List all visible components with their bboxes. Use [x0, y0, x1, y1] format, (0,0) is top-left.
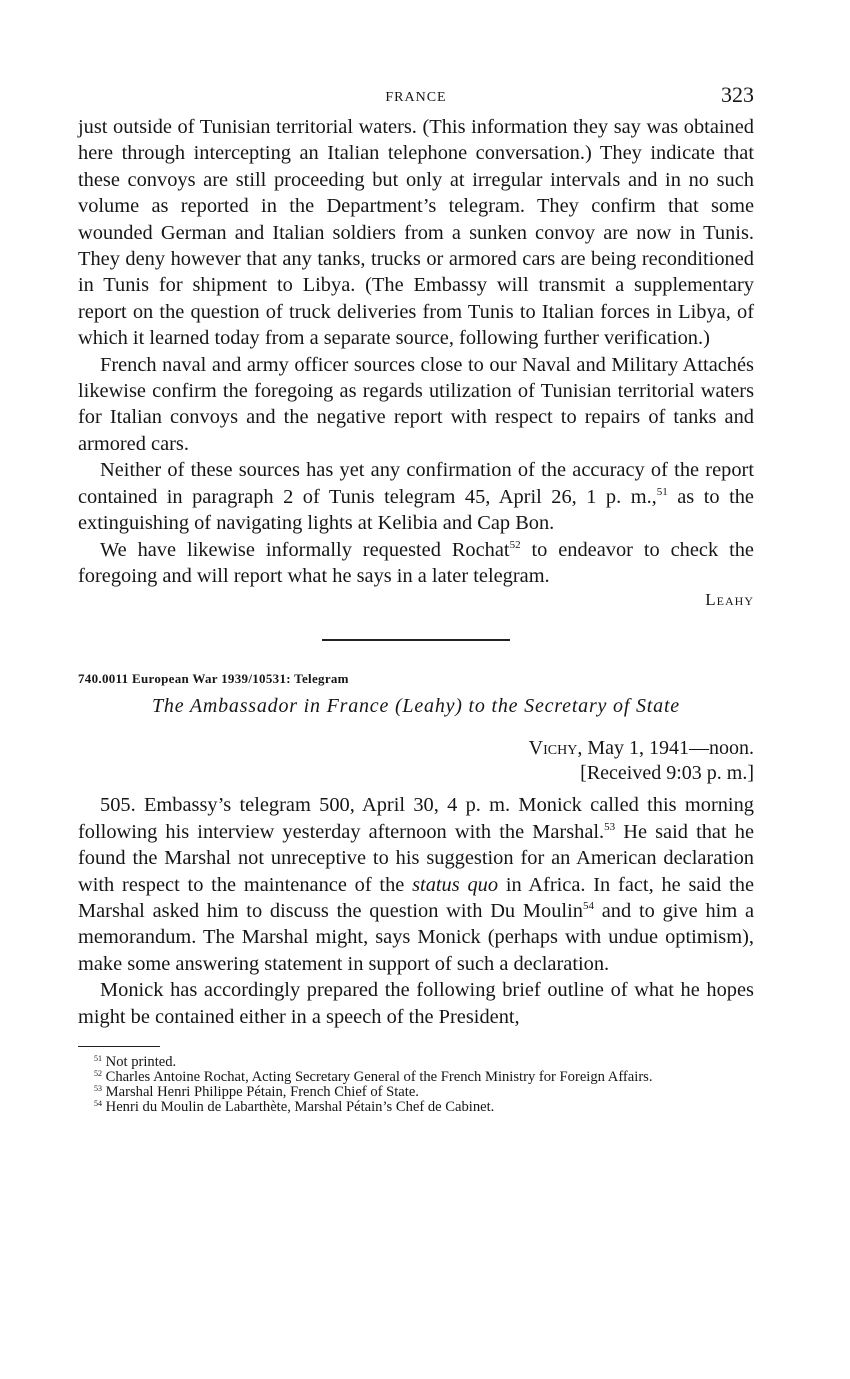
footnote: 54 Henri du Moulin de Labarthète, Marshal Pétain’s Chef de Cabinet. — [94, 1098, 495, 1115]
footnote: 51 Not printed. — [94, 1053, 177, 1070]
date-text: , May 1, 1941—noon. — [577, 737, 754, 760]
paragraph-text: in Africa. In fact, he said the Marshal asked him to discuss the question with Du Moulin — [78, 873, 754, 922]
footnote-reference: 52 — [509, 538, 521, 551]
paragraph-text: 505. Embassy’s telegram 500, April 30, 4 p. m. Monick called this morning following his interview yesterday afternoon with the Marshal. — [78, 794, 754, 843]
footnote-reference: 54 — [582, 899, 594, 912]
paragraph-text: to endeavor to check the foregoing and will report what he says in a later telegram. — [78, 538, 754, 587]
file-reference: 740.0011 European War 1939/10531: Telegram — [78, 671, 349, 687]
dateline — [78, 736, 754, 786]
italic-phrase: status quo — [412, 873, 499, 896]
paragraph-text: He said that he found the Marshal not unreceptive to his suggestion for an American declaration with respect to the maintenance of the — [78, 820, 754, 896]
paragraph-text: Neither of these sources has yet any confirmation of the accuracy of the report contained in paragraph 2 of Tunis telegram 45, April 26, 1 p. m., — [78, 459, 754, 508]
paragraph-text: as to the extinguishing of navigating lights at Kelibia and Cap Bon. — [78, 485, 754, 535]
telegram-body — [78, 792, 754, 1030]
telegram-document — [78, 671, 754, 1030]
document-page — [78, 80, 754, 1115]
footnote-reference: 51 — [656, 485, 668, 498]
footnote-rule — [78, 1046, 160, 1047]
paragraph-text: just outside of Tunisian territorial waters. (This information they say was obtained here through intercepting an Italian telephone conversation.) They indicate that these convoys are still proceeding but only at irregular intervals and in no such volume as reported in the Department’s telegram. They confirm that some wounded German and Italian soldiers from a sunken convoy are now in Tunis. They deny however that any tanks, trucks or armored cars are being reconditioned in Tunis for shipment to Libya. (The Embassy will transmit a supplementary report on the question of truck deliveries from Tunis to Italian forces in Libya, of which it learned today from a separate source, following further verification.) — [78, 116, 754, 350]
page-number: 323 — [721, 82, 754, 107]
document-title: The Ambassador in France (Leahy) to the Secretary of State — [152, 695, 680, 718]
signature: Leahy — [705, 590, 754, 610]
footnote: 53 Marshal Henri Philippe Pétain, French Chief of State. — [94, 1083, 419, 1100]
footnotes — [78, 1055, 754, 1115]
footnote-text: Marshal Henri Philippe Pétain, French Chief of State. — [105, 1083, 419, 1100]
paragraph — [78, 792, 754, 977]
paragraph — [78, 537, 754, 590]
footnote-text: Not printed. — [105, 1053, 177, 1070]
paragraph — [78, 457, 754, 536]
footnote-text: Henri du Moulin de Labarthète, Marshal Pétain’s Chef de Cabinet. — [105, 1098, 495, 1115]
paragraph — [78, 114, 754, 352]
running-title: FRANCE — [385, 90, 447, 105]
paragraph — [78, 977, 754, 1030]
paragraph — [78, 352, 754, 458]
footnote-reference: 53 — [604, 820, 616, 833]
paragraph-text: and to give him a memorandum. The Marshal might, says Monick (perhaps with undue optimism), make some answering statement in support of such a declaration. — [78, 899, 755, 975]
footnote-text: Charles Antoine Rochat, Acting Secretary General of the French Ministry for Foreign Affairs. — [105, 1068, 653, 1085]
date-line — [78, 736, 754, 761]
place-name: Vichy — [528, 737, 578, 760]
paragraph-text: We have likewise informally requested Rochat — [100, 538, 510, 561]
section-divider — [322, 639, 510, 641]
footnote: 52 Charles Antoine Rochat, Acting Secretary General of the French Ministry for Foreign Affairs. — [94, 1068, 653, 1085]
received-line: [Received 9:03 p. m.] — [580, 762, 754, 785]
paragraph-text: Monick has accordingly prepared the following brief outline of what he hopes might be contained either in a speech of the President, — [78, 979, 754, 1028]
telegram-continuation — [78, 114, 754, 611]
running-header — [78, 80, 754, 114]
paragraph-text: French naval and army officer sources close to our Naval and Military Attachés likewise confirm the foregoing as regards utilization of Tunisian territorial waters for Italian convoys and the negative report with respect to repairs of tanks and armored cars. — [78, 353, 754, 455]
